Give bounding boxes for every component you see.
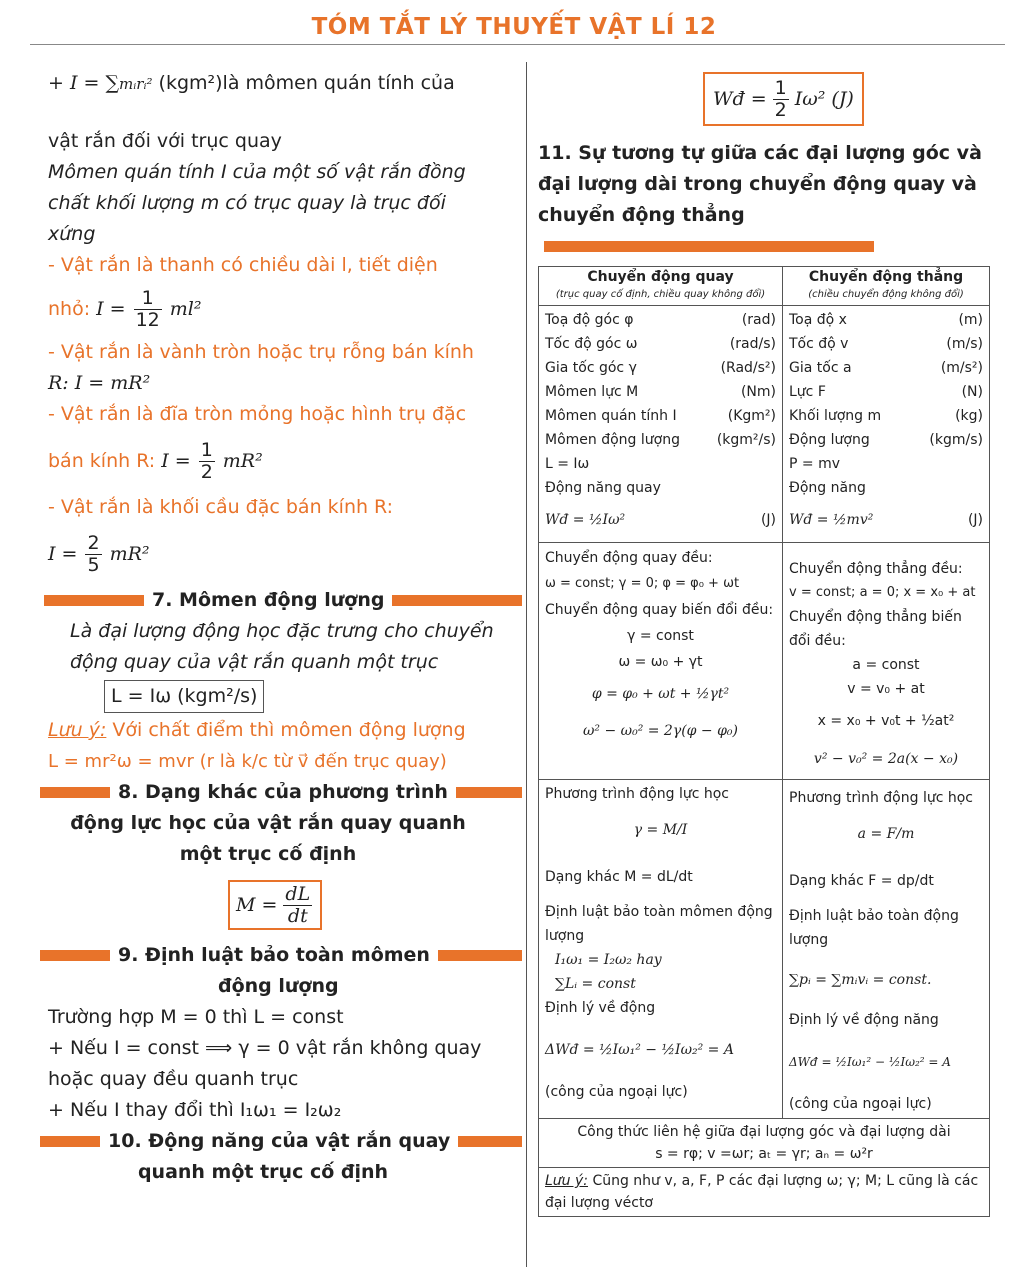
quantity-row [789, 308, 983, 332]
section-11-heading [538, 138, 988, 262]
rot-dyn: Phương trình động lực học [545, 786, 730, 802]
section-9-title-2: động lượng [218, 975, 339, 997]
table-row [539, 1168, 990, 1217]
quantity-name: Gia tốc góc γ [545, 360, 637, 376]
column-divider [526, 62, 527, 1267]
section-bar [438, 950, 522, 961]
rot-dyn-alt: Dạng khác M = dL/dt [545, 869, 693, 885]
s7-text: Là đại lượng động học đặc trưng cho chuyển động quay của vật rắn quanh một trục [70, 620, 494, 673]
lin-P: P = mv [789, 456, 840, 472]
lin-var-3: x = x₀ + v₀t + ½at² [817, 713, 955, 729]
comparison-table [538, 266, 990, 1217]
rot-uniform: Chuyển động quay đều: [545, 550, 713, 566]
section-10-title-1: 10. Động năng của vật rắn quay [108, 1130, 451, 1152]
wd-fraction [773, 78, 789, 121]
s8-lhs: M = [236, 893, 278, 916]
s8-formula-line [48, 870, 518, 940]
s9-line-2: + Nếu I = const ⟹ γ = 0 vật rắn không quay [48, 1037, 482, 1059]
quantity-row [545, 380, 776, 404]
wd-num: 1 [774, 76, 787, 99]
table-row [539, 780, 990, 1119]
lin-ke-unit: (J) [967, 512, 983, 528]
quantity-row [545, 308, 776, 332]
rot-ke-formula-line [545, 500, 776, 540]
s8-num: dL [285, 882, 311, 905]
quantity-unit: (m/s) [946, 336, 983, 352]
lin-thm-formula: ΔWđ = ½Iω₁² − ½Iω₂² = A [789, 1055, 951, 1069]
lin-ke: Động năng [789, 480, 866, 496]
quantity-row [789, 404, 983, 428]
inertia-formula-terms: mᵢrᵢ² [119, 75, 153, 93]
lin-dyn: Phương trình động lực học [789, 790, 974, 806]
quantities-rotation-cell [539, 306, 783, 543]
col1-head: Chuyển động quay [587, 269, 734, 285]
s7-note-line [48, 715, 518, 746]
sphere-num: 2 [87, 531, 100, 554]
quantity-unit: (m) [958, 312, 983, 328]
wd-rhs: Iω² (J) [794, 87, 854, 110]
lin-thm-note: (công của ngoại lực) [789, 1096, 932, 1112]
wd-formula-box [703, 72, 864, 127]
quantity-unit: (rad) [741, 312, 776, 328]
ring-text: - Vật rắn là vành tròn hoặc trụ rỗng bán kính [48, 341, 474, 363]
inertia-desc2: vật rắn đối với trục quay [48, 130, 282, 152]
right-column [538, 60, 998, 1217]
s9-line-3: hoặc quay đều quanh trục [48, 1068, 299, 1090]
rot-thm-note: (công của ngoại lực) [545, 1084, 688, 1100]
disk-formula-line [48, 430, 518, 492]
dynamics-rotation-cell [539, 780, 783, 1119]
section-9-heading [40, 940, 522, 971]
quantity-name: Tốc độ góc ω [545, 336, 638, 352]
disk-den: 2 [200, 460, 213, 483]
rot-var-3: φ = φ₀ + ωt + ½γt² [591, 686, 730, 702]
section-8-title-1: 8. Dạng khác của phương trình [118, 781, 448, 803]
section-8-heading [40, 777, 522, 808]
lin-uniform: Chuyển động thẳng đều: [789, 561, 963, 577]
rotation-quantity-list [545, 308, 776, 452]
section-11-title: 11. Sự tương tự giữa các đại lượng góc và đại lượng dài trong chuyển động quay và chuyển động thẳng [538, 142, 982, 226]
note-cell [539, 1168, 990, 1217]
section-bar [40, 787, 110, 798]
s8-formula-box [228, 880, 322, 931]
quantity-row [545, 356, 776, 380]
rot-ke-unit: (J) [760, 512, 776, 528]
quantities-linear-cell [783, 306, 990, 543]
section-10-title-2: quanh một trục cố định [137, 1161, 389, 1183]
rot-var-4: ω² − ω₀² = 2γ(φ − φ₀) [583, 723, 738, 739]
section-bar [458, 1136, 522, 1147]
s9-line-1: Trường hợp M = 0 thì L = const [48, 1006, 344, 1028]
quantity-row [789, 428, 983, 452]
page-title: TÓM TẮT LÝ THUYẾT VẬT LÍ 12 [311, 14, 717, 40]
lin-dyn-formula: a = F/m [857, 826, 915, 842]
title-divider [30, 44, 1005, 45]
quantity-unit: (Kgm²) [727, 408, 776, 424]
section-7-title: 7. Mômen động lượng [152, 589, 385, 611]
sphere-formula-line [48, 523, 518, 585]
rot-cons-f2: ∑Lᵢ = const [555, 976, 636, 992]
quantity-name: Mômen động lượng [545, 432, 680, 448]
col2-sub: (chiều chuyển động không đổi) [808, 289, 964, 300]
rod-rhs: ml² [169, 297, 202, 320]
quantity-name: Mômen quán tính I [545, 408, 677, 424]
section-8-title-2: động lực học của vật rắn quay quanh [70, 812, 466, 834]
quantity-row [545, 428, 776, 452]
lin-var-1: a = const [852, 657, 920, 673]
rot-thm: Định lý về động [545, 1000, 656, 1016]
section-bar [44, 595, 144, 606]
quantity-unit: (m/s²) [940, 360, 983, 376]
sphere-fraction [85, 533, 101, 576]
left-column [48, 64, 518, 1188]
sphere-den: 5 [87, 553, 100, 576]
ring-formula: R: I = mR² [48, 372, 151, 394]
disk-text2: bán kính R: [48, 449, 156, 472]
disk-text: - Vật rắn là đĩa tròn mỏng hoặc hình trụ đặc [48, 403, 467, 425]
quantity-unit: (kg) [955, 408, 983, 424]
rod-text2: nhỏ: [48, 297, 91, 320]
section-9-title-1: 9. Định luật bảo toàn mômen [118, 944, 430, 966]
quantity-name: Lực F [789, 384, 826, 400]
s9-line-4: + Nếu I thay đổi thì I₁ω₁ = I₂ω₂ [48, 1099, 342, 1121]
quantity-unit: (N) [961, 384, 983, 400]
rot-thm-formula: ΔWđ = ½Iω₁² − ½Iω₂² = A [545, 1042, 734, 1058]
sphere-lhs: I = [48, 542, 78, 565]
note-label: Lưu ý: [545, 1173, 588, 1189]
lin-cons: Định luật bảo toàn động lượng [789, 908, 959, 948]
rot-var-1: γ = const [627, 628, 694, 644]
s7-note: Với chất điểm thì mômen động lượng [106, 719, 466, 741]
sphere-text: - Vật rắn là khối cầu đặc bán kính R: [48, 496, 394, 518]
quantity-row [545, 404, 776, 428]
kinematics-linear-cell [783, 543, 990, 780]
inertia-unit-text: (kgm²)là mômen quán tính của [158, 72, 455, 94]
col2-head: Chuyển động thẳng [808, 269, 964, 285]
rod-fraction [134, 288, 162, 331]
rot-uniform-eq: ω = const; γ = 0; φ = φ₀ + ωt [545, 576, 740, 591]
table-row [539, 1119, 990, 1168]
note-text: Cũng như v, a, F, P các đại lượng ω; γ; M; L cũng là các đại lượng véctơ [545, 1173, 979, 1211]
quantity-unit: (kgm/s) [929, 432, 983, 448]
wd-den: 2 [774, 98, 787, 121]
quantity-name: Động lượng [789, 432, 870, 448]
table-row [539, 306, 990, 543]
quantity-name: Toạ độ x [789, 312, 847, 328]
section-7-heading [44, 585, 522, 616]
col1-sub: (trục quay cố định, chiều quay không đổi) [555, 289, 766, 300]
linear-quantity-list [789, 308, 983, 452]
relation-title: Công thức liên hệ giữa đại lượng góc và đại lượng dài [577, 1124, 951, 1140]
quantity-unit: (rad/s) [729, 336, 776, 352]
quantity-name: Tốc độ v [789, 336, 849, 352]
quantity-row [789, 356, 983, 380]
kinematics-rotation-cell [539, 543, 783, 780]
rot-var-2: ω = ω₀ + γt [618, 654, 703, 670]
section-bar [456, 787, 522, 798]
inertia-formula-prefix: + I = ∑ [48, 72, 120, 94]
lin-var-4: v² − v₀² = 2a(x − x₀) [813, 751, 959, 767]
quantity-name: Mômen lực M [545, 384, 639, 400]
rod-formula-line [48, 281, 518, 337]
table-header-linear [783, 267, 990, 306]
section-bar [392, 595, 522, 606]
rod-den: 12 [135, 308, 160, 331]
quantity-name: Khối lượng m [789, 408, 882, 424]
rot-cons-f1: I₁ω₁ = I₂ω₂ hay [555, 952, 662, 968]
s8-den: dt [287, 904, 308, 927]
table-header-rotation [539, 267, 783, 306]
disk-rhs: mR² [222, 449, 263, 472]
quantity-name: Toạ độ góc φ [545, 312, 634, 328]
table-header-row [539, 267, 990, 306]
lin-thm: Định lý về động năng [789, 1012, 939, 1028]
sphere-rhs: mR² [109, 542, 150, 565]
s7-formula: L = Iω (kgm²/s) [104, 680, 264, 713]
section-bar [40, 950, 110, 961]
lin-uniform-eq: v = const; a = 0; x = x₀ + at [789, 585, 976, 600]
relation-formula: s = rφ; v =ωr; aₜ = γr; aₙ = ω²r [655, 1146, 873, 1162]
wd-formula-line [703, 60, 998, 138]
section-bar [40, 1136, 100, 1147]
rod-text: - Vật rắn là thanh có chiều dài l, tiết diện [48, 254, 438, 276]
rot-cons: Định luật bảo toàn mômen động lượng [545, 904, 773, 944]
rot-ke-formula: Wđ = ½Iω² [545, 512, 626, 528]
rot-var: Chuyển động quay biến đổi đều: [545, 602, 774, 618]
relation-cell [539, 1119, 990, 1168]
disk-formula-lhs: I = [161, 449, 191, 472]
inertia-intro: Mômen quán tính I của một số vật rắn đồng chất khối lượng m có trục quay là trục đối xứng [48, 161, 466, 245]
lin-var: Chuyển động thẳng biến đổi đều: [789, 609, 962, 649]
disk-num: 1 [200, 438, 213, 461]
section-bar [544, 241, 874, 252]
quantity-row [789, 332, 983, 356]
rod-num: 1 [134, 288, 162, 310]
quantity-name: Gia tốc a [789, 360, 852, 376]
rot-L: L = Iω [545, 456, 590, 472]
s7-note2: L = mr²ω = mvr (r là k/c từ v⃗ đến trục quay) [48, 751, 447, 772]
wd-lhs: Wđ = [713, 87, 767, 110]
quantity-unit: (Nm) [740, 384, 776, 400]
quantity-unit: (kgm²/s) [716, 432, 776, 448]
section-10-heading [40, 1126, 522, 1157]
lin-cons-formula: ∑pᵢ = ∑mᵢvᵢ = const. [789, 972, 932, 988]
rot-ke: Động năng quay [545, 480, 661, 496]
quantity-unit: (Rad/s²) [720, 360, 776, 376]
dynamics-linear-cell [783, 780, 990, 1119]
disk-fraction [199, 440, 215, 483]
s7-formula-line [48, 680, 518, 713]
lin-ke-formula: Wđ = ½mv² [789, 512, 874, 528]
lin-ke-formula-line [789, 500, 983, 540]
quantity-row [789, 380, 983, 404]
lin-dyn-alt: Dạng khác F = dp/dt [789, 873, 934, 889]
quantity-row [545, 332, 776, 356]
rot-dyn-formula: γ = M/I [633, 822, 688, 838]
section-8-title-3: một trục cố định [179, 843, 357, 865]
s7-note-label: Lưu ý: [48, 719, 107, 741]
table-row [539, 543, 990, 780]
s8-fraction [283, 884, 312, 927]
lin-var-2: v = v₀ + at [847, 681, 925, 697]
inertia-formula-line [48, 64, 518, 126]
rod-formula-lhs: I = [96, 297, 126, 320]
